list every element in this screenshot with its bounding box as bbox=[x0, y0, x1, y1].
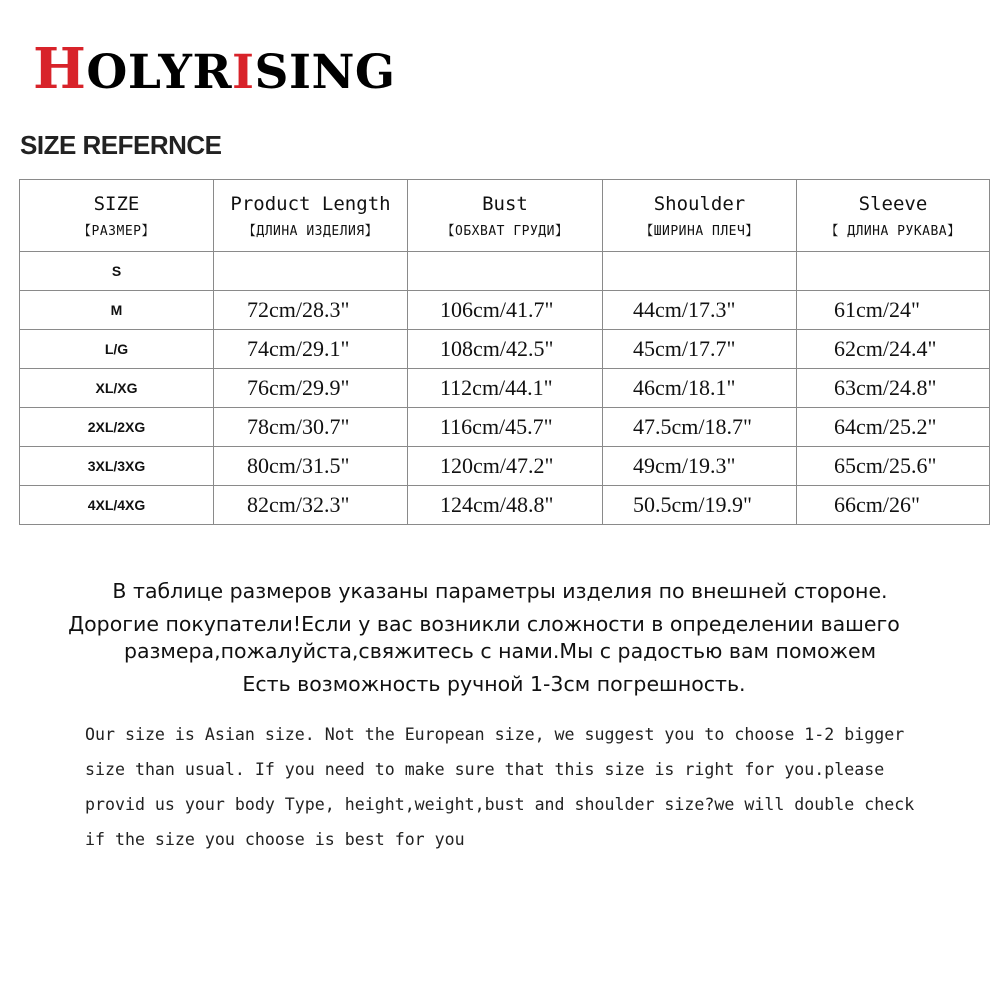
length-cell: 80cm/31.5" bbox=[214, 447, 408, 486]
logo-text-part: SING bbox=[254, 45, 396, 100]
russian-note-line: Есть возможность ручной 1-3см погрешность. bbox=[242, 672, 746, 696]
table-row bbox=[20, 447, 990, 486]
russian-note-line: Дорогие покупатели!Если у вас возникли сложности в определении вашего bbox=[68, 612, 900, 636]
length-cell: 78cm/30.7" bbox=[214, 408, 408, 447]
header-sublabel: 【 ДЛИНА РУКАВА】 bbox=[825, 223, 961, 239]
english-note-line: size than usual. If you need to make sure that this size is right for you.please bbox=[85, 760, 885, 779]
sleeve-cell: 66cm/26" bbox=[797, 486, 990, 525]
header-label: Shoulder bbox=[653, 192, 746, 215]
size-cell: 2XL/2XG bbox=[20, 408, 214, 447]
sleeve-cell: 64cm/25.2" bbox=[797, 408, 990, 447]
size-cell: S bbox=[20, 252, 214, 291]
size-cell: XL/XG bbox=[20, 369, 214, 408]
logo-text-part: OLYR bbox=[86, 45, 233, 100]
header-sublabel: 【ОБХВАТ ГРУДИ】 bbox=[441, 223, 569, 239]
logo-letter-i: I bbox=[232, 45, 255, 100]
header-sublabel: 【ШИРИНА ПЛЕЧ】 bbox=[640, 223, 759, 239]
table-row bbox=[20, 252, 990, 291]
header-label: SIZE bbox=[93, 192, 140, 215]
bust-cell: 106cm/41.7" bbox=[408, 291, 603, 330]
sleeve-cell: 62cm/24.4" bbox=[797, 330, 990, 369]
header-product-length bbox=[214, 180, 408, 252]
english-note-line: provid us your body Type, height,weight,bust and shoulder size?we will double check bbox=[85, 795, 915, 814]
size-cell: L/G bbox=[20, 330, 214, 369]
sleeve-cell: 65cm/25.6" bbox=[797, 447, 990, 486]
english-note-line: if the size you choose is best for you bbox=[85, 830, 465, 849]
table-row bbox=[20, 408, 990, 447]
size-cell: 3XL/3XG bbox=[20, 447, 214, 486]
logo-letter-h: H bbox=[33, 36, 87, 102]
bust-cell: 112cm/44.1" bbox=[408, 369, 603, 408]
bust-cell bbox=[408, 252, 603, 291]
bust-cell: 124cm/48.8" bbox=[408, 486, 603, 525]
bust-cell: 108cm/42.5" bbox=[408, 330, 603, 369]
page-title: SIZE REFERNCE bbox=[20, 130, 222, 160]
table-header-row bbox=[20, 180, 990, 252]
size-cell: 4XL/4XG bbox=[20, 486, 214, 525]
size-cell: M bbox=[20, 291, 214, 330]
header-sublabel: 【РАЗМЕР】 bbox=[78, 223, 155, 239]
table-row bbox=[20, 486, 990, 525]
length-cell bbox=[214, 252, 408, 291]
sleeve-cell: 61cm/24" bbox=[797, 291, 990, 330]
table-row bbox=[20, 291, 990, 330]
header-label: Sleeve bbox=[858, 192, 928, 215]
sleeve-cell: 63cm/24.8" bbox=[797, 369, 990, 408]
shoulder-cell: 45cm/17.7" bbox=[603, 330, 797, 369]
length-cell: 82cm/32.3" bbox=[214, 486, 408, 525]
shoulder-cell: 47.5cm/18.7" bbox=[603, 408, 797, 447]
english-note-line: Our size is Asian size. Not the European size, we suggest you to choose 1-2 bigger bbox=[85, 725, 905, 744]
table-row bbox=[20, 330, 990, 369]
table-row bbox=[20, 369, 990, 408]
russian-note-line: В таблице размеров указаны параметры изделия по внешней стороне. bbox=[112, 579, 888, 603]
sleeve-cell bbox=[797, 252, 990, 291]
shoulder-cell: 49cm/19.3" bbox=[603, 447, 797, 486]
size-table bbox=[19, 179, 990, 525]
russian-note-line: размера,пожалуйста,свяжитесь с нами.Мы с радостью вам поможем bbox=[123, 639, 877, 663]
bust-cell: 116cm/45.7" bbox=[408, 408, 603, 447]
bust-cell: 120cm/47.2" bbox=[408, 447, 603, 486]
shoulder-cell bbox=[603, 252, 797, 291]
header-sublabel: 【ДЛИНА ИЗДЕЛИЯ】 bbox=[242, 223, 379, 239]
header-shoulder bbox=[603, 180, 797, 252]
length-cell: 72cm/28.3" bbox=[214, 291, 408, 330]
header-label: Bust bbox=[482, 192, 528, 215]
header-size bbox=[20, 180, 214, 252]
shoulder-cell: 50.5cm/19.9" bbox=[603, 486, 797, 525]
header-sleeve bbox=[797, 180, 990, 252]
shoulder-cell: 46cm/18.1" bbox=[603, 369, 797, 408]
length-cell: 76cm/29.9" bbox=[214, 369, 408, 408]
brand-logo bbox=[33, 36, 396, 102]
shoulder-cell: 44cm/17.3" bbox=[603, 291, 797, 330]
header-bust bbox=[408, 180, 603, 252]
length-cell: 74cm/29.1" bbox=[214, 330, 408, 369]
header-label: Product Length bbox=[230, 192, 391, 215]
